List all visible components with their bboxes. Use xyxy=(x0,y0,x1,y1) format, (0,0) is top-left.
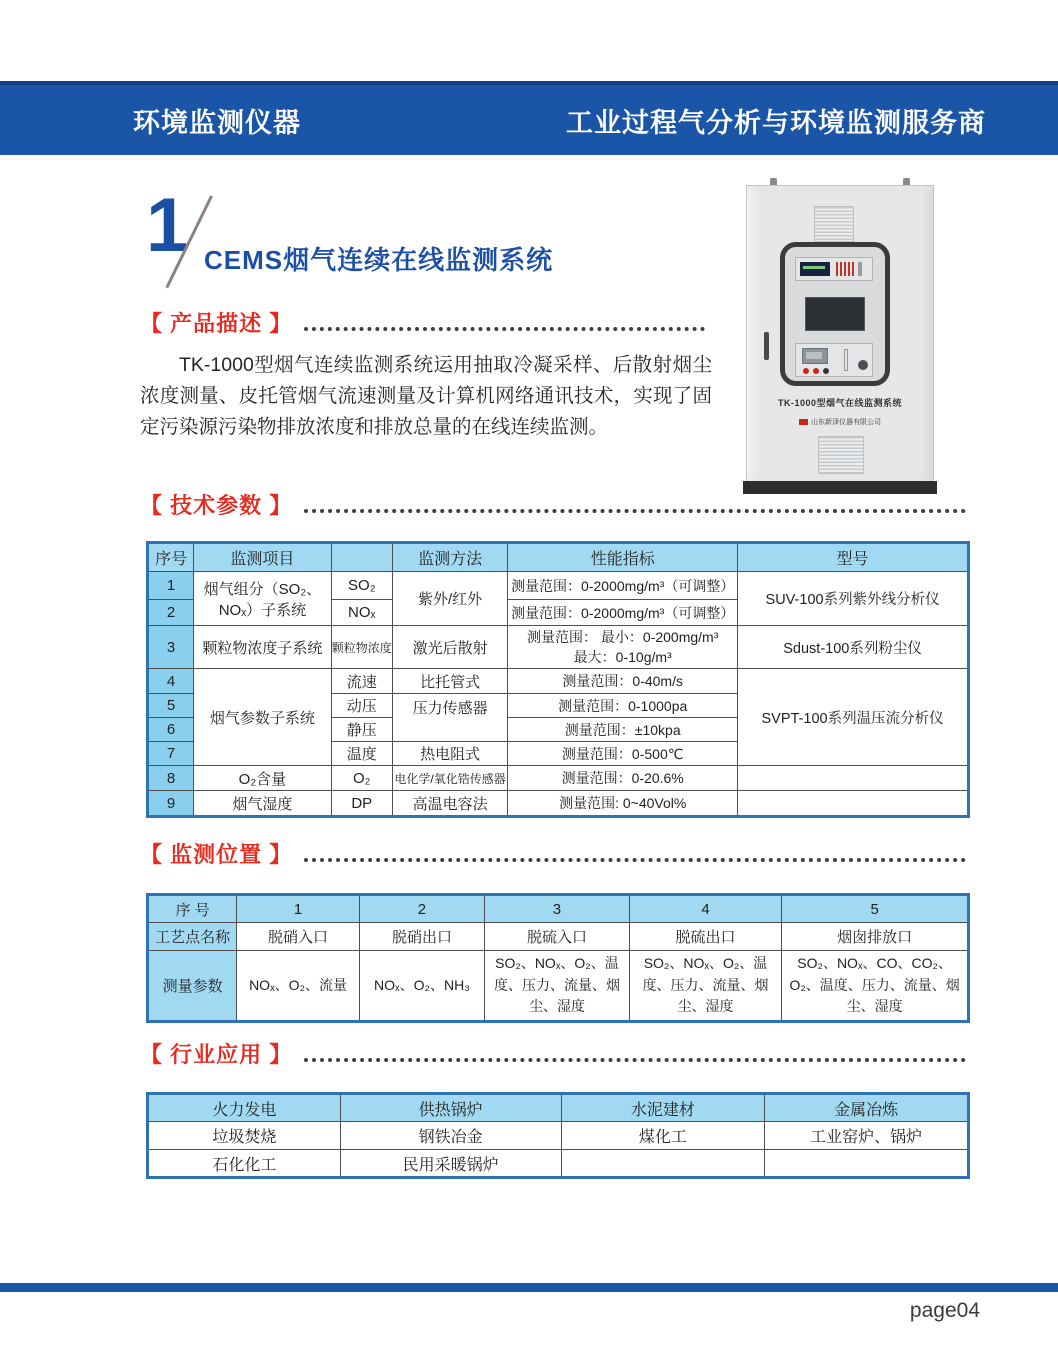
cell-method: 紫外/红外 xyxy=(392,572,507,626)
cell-serial: 6 xyxy=(148,718,194,742)
cell-parameters: SO₂、NOₓ、CO、CO₂、O₂、温度、压力、流量、烟尘、湿度 xyxy=(782,951,969,1022)
cell-method: 高温电容法 xyxy=(392,791,507,817)
industries-heading-row xyxy=(140,1036,966,1070)
page-number: page04 xyxy=(909,1299,980,1322)
performance-line-2: 最大：0-10g/m³ xyxy=(573,649,672,665)
cell-performance: 测量范围：0-1000pa xyxy=(508,694,738,718)
tech-params-heading: 【 技术参数 】 xyxy=(140,492,293,518)
cell-industry xyxy=(561,1150,765,1178)
dotted-leader xyxy=(304,509,966,513)
cell-parameters: SO₂、NOₓ、O₂、温度、压力、流量、烟尘、湿度 xyxy=(485,951,630,1022)
cell-process-point: 脱硝出口 xyxy=(359,923,484,951)
header-left-text: 环境监测仪器 xyxy=(133,107,301,138)
th-param xyxy=(331,543,392,572)
th-serial: 序号 xyxy=(148,543,194,572)
cell-item: 颗粒物浓度子系统 xyxy=(194,626,332,669)
cell-parameters: SO₂、NOₓ、O₂、温度、压力、流量、烟尘、湿度 xyxy=(629,951,782,1022)
cell-model xyxy=(738,791,969,817)
th-industry: 金属冶炼 xyxy=(765,1094,969,1122)
row-label-process-point: 工艺点名称 xyxy=(148,923,237,951)
header-right-text: 工业过程气分析与环境监测服务商 xyxy=(566,107,986,138)
cell-industry: 钢铁冶金 xyxy=(340,1122,561,1150)
cell-param: 温度 xyxy=(331,742,392,766)
cell-param: DP xyxy=(331,791,392,817)
cell-industry xyxy=(765,1150,969,1178)
control-display-icon xyxy=(802,348,828,364)
cabinet-brand-row xyxy=(747,417,933,427)
cell-serial: 8 xyxy=(148,766,194,791)
industries-table xyxy=(146,1092,970,1179)
cell-method: 压力传感器 xyxy=(392,694,507,742)
cell-serial: 1 xyxy=(148,572,194,600)
th-position-1: 1 xyxy=(237,895,359,923)
red-button-icon xyxy=(813,368,819,374)
cell-industry: 石化化工 xyxy=(148,1150,341,1178)
cell-industry: 垃圾焚烧 xyxy=(148,1122,341,1150)
cell-method: 激光后散射 xyxy=(392,626,507,669)
knob-icon xyxy=(858,360,868,370)
cell-serial: 5 xyxy=(148,694,194,718)
industries-heading: 【 行业应用 】 xyxy=(140,1041,293,1067)
th-performance: 性能指标 xyxy=(508,543,738,572)
cell-item: 烟气组分（SO₂、NOₓ）子系统 xyxy=(194,572,332,626)
cell-industry: 工业窑炉、锅炉 xyxy=(765,1122,969,1150)
section-number: 1 xyxy=(146,183,189,268)
dark-button-icon xyxy=(823,368,829,374)
cell-item: O₂含量 xyxy=(194,766,332,791)
cell-performance: 测量范围：0-500℃ xyxy=(508,742,738,766)
th-position-3: 3 xyxy=(485,895,630,923)
control-unit xyxy=(795,343,873,377)
cell-model xyxy=(738,766,969,791)
th-industry: 火力发电 xyxy=(148,1094,341,1122)
cell-process-point: 烟囱排放口 xyxy=(782,923,969,951)
positions-heading: 【 监测位置 】 xyxy=(140,841,293,867)
vent-grille-icon xyxy=(818,436,864,474)
cell-performance: 测量范围：0-2000mg/m³（可调整） xyxy=(508,600,738,626)
cell-method: 电化学/氧化锆传感器 xyxy=(392,766,507,791)
cell-performance: 测量范围：0-20.6% xyxy=(508,766,738,791)
cell-parameters: NOₓ、O₂、NH₃ xyxy=(359,951,484,1022)
positions-table xyxy=(146,893,970,1023)
product-description-paragraph: TK-1000型烟气连续监测系统运用抽取冷凝采样、后散射烟尘浓度测量、皮托管烟气流速测量及计算机网络通讯技术，实现了固定污染源污染物排放浓度和排放总量的在线连续监测。 xyxy=(140,354,712,438)
cell-performance: 测量范围：0-2000mg/m³（可调整） xyxy=(508,572,738,600)
cell-performance xyxy=(508,626,738,669)
cell-item: 烟气湿度 xyxy=(194,791,332,817)
product-description-heading-row xyxy=(140,305,705,339)
analyzer-unit xyxy=(795,257,873,281)
cabinet-body xyxy=(746,185,934,483)
red-button-icon xyxy=(803,368,809,374)
tech-params-heading-row xyxy=(140,487,966,521)
cell-performance: 测量范围：0-40m/s xyxy=(508,669,738,694)
dotted-leader xyxy=(304,858,966,862)
product-description-heading: 【 产品描述 】 xyxy=(140,310,293,336)
footer-bar xyxy=(0,1283,1058,1292)
cell-performance: 测量范围：±10kpa xyxy=(508,718,738,742)
cell-serial: 2 xyxy=(148,600,194,626)
analyzer-display-icon xyxy=(800,262,830,276)
cell-param: NOₓ xyxy=(331,600,392,626)
cell-serial: 9 xyxy=(148,791,194,817)
dotted-leader xyxy=(304,1058,966,1062)
cell-param: 流速 xyxy=(331,669,392,694)
cell-param: SO₂ xyxy=(331,572,392,600)
th-position-5: 5 xyxy=(782,895,969,923)
th-position-2: 2 xyxy=(359,895,484,923)
cell-process-point: 脱硝入口 xyxy=(237,923,359,951)
th-serial: 序 号 xyxy=(148,895,237,923)
gauge-icon xyxy=(844,349,848,371)
cell-process-point: 脱硫入口 xyxy=(485,923,630,951)
cell-serial: 4 xyxy=(148,669,194,694)
analyzer-keypad-icon xyxy=(836,262,854,276)
cell-serial: 7 xyxy=(148,742,194,766)
th-industry: 水泥建材 xyxy=(561,1094,765,1122)
cell-item: 烟气参数子系统 xyxy=(194,669,332,766)
cell-param: 动压 xyxy=(331,694,392,718)
th-industry: 供热锅炉 xyxy=(340,1094,561,1122)
cell-param: O₂ xyxy=(331,766,392,791)
cell-method: 热电阻式 xyxy=(392,742,507,766)
th-method: 监测方法 xyxy=(392,543,507,572)
performance-line-1: 测量范围： 最小：0-200mg/m³ xyxy=(527,629,719,645)
th-model: 型号 xyxy=(738,543,969,572)
product-cabinet-image xyxy=(746,178,934,494)
cell-param: 颗粒物浓度 xyxy=(331,626,392,669)
dotted-leader xyxy=(304,327,705,331)
tech-params-table xyxy=(146,541,970,818)
row-label-parameters: 测量参数 xyxy=(148,951,237,1022)
vent-grille-icon xyxy=(814,206,854,242)
cell-process-point: 脱硫出口 xyxy=(629,923,782,951)
cell-model: SUV-100系列紫外线分析仪 xyxy=(738,572,969,626)
header-bar xyxy=(0,81,1058,155)
cell-parameters: NOₓ、O₂、流量 xyxy=(237,951,359,1022)
cell-model: Sdust-100系列粉尘仪 xyxy=(738,626,969,669)
brand-logo-icon xyxy=(799,419,808,425)
positions-heading-row xyxy=(140,836,966,870)
door-handle-icon xyxy=(764,332,769,360)
cabinet-label: TK-1000型烟气在线监测系统 xyxy=(777,398,903,408)
cell-param: 静压 xyxy=(331,718,392,742)
analyzer-slot-icon xyxy=(858,262,862,276)
cell-model: SVPT-100系列温压流分析仪 xyxy=(738,669,969,766)
cabinet-window xyxy=(780,242,890,386)
cell-method: 比托管式 xyxy=(392,669,507,694)
cell-industry: 煤化工 xyxy=(561,1122,765,1150)
monitor-screen-icon xyxy=(805,297,865,331)
cell-industry: 民用采暖锅炉 xyxy=(340,1150,561,1178)
th-item: 监测项目 xyxy=(194,543,332,572)
th-position-4: 4 xyxy=(629,895,782,923)
cell-serial: 3 xyxy=(148,626,194,669)
cabinet-brand-text: 山东新泽仪器有限公司 xyxy=(811,419,881,426)
section-title: CEMS烟气连续在线监测系统 xyxy=(204,245,554,275)
cell-performance: 测量范围: 0~40Vol% xyxy=(508,791,738,817)
